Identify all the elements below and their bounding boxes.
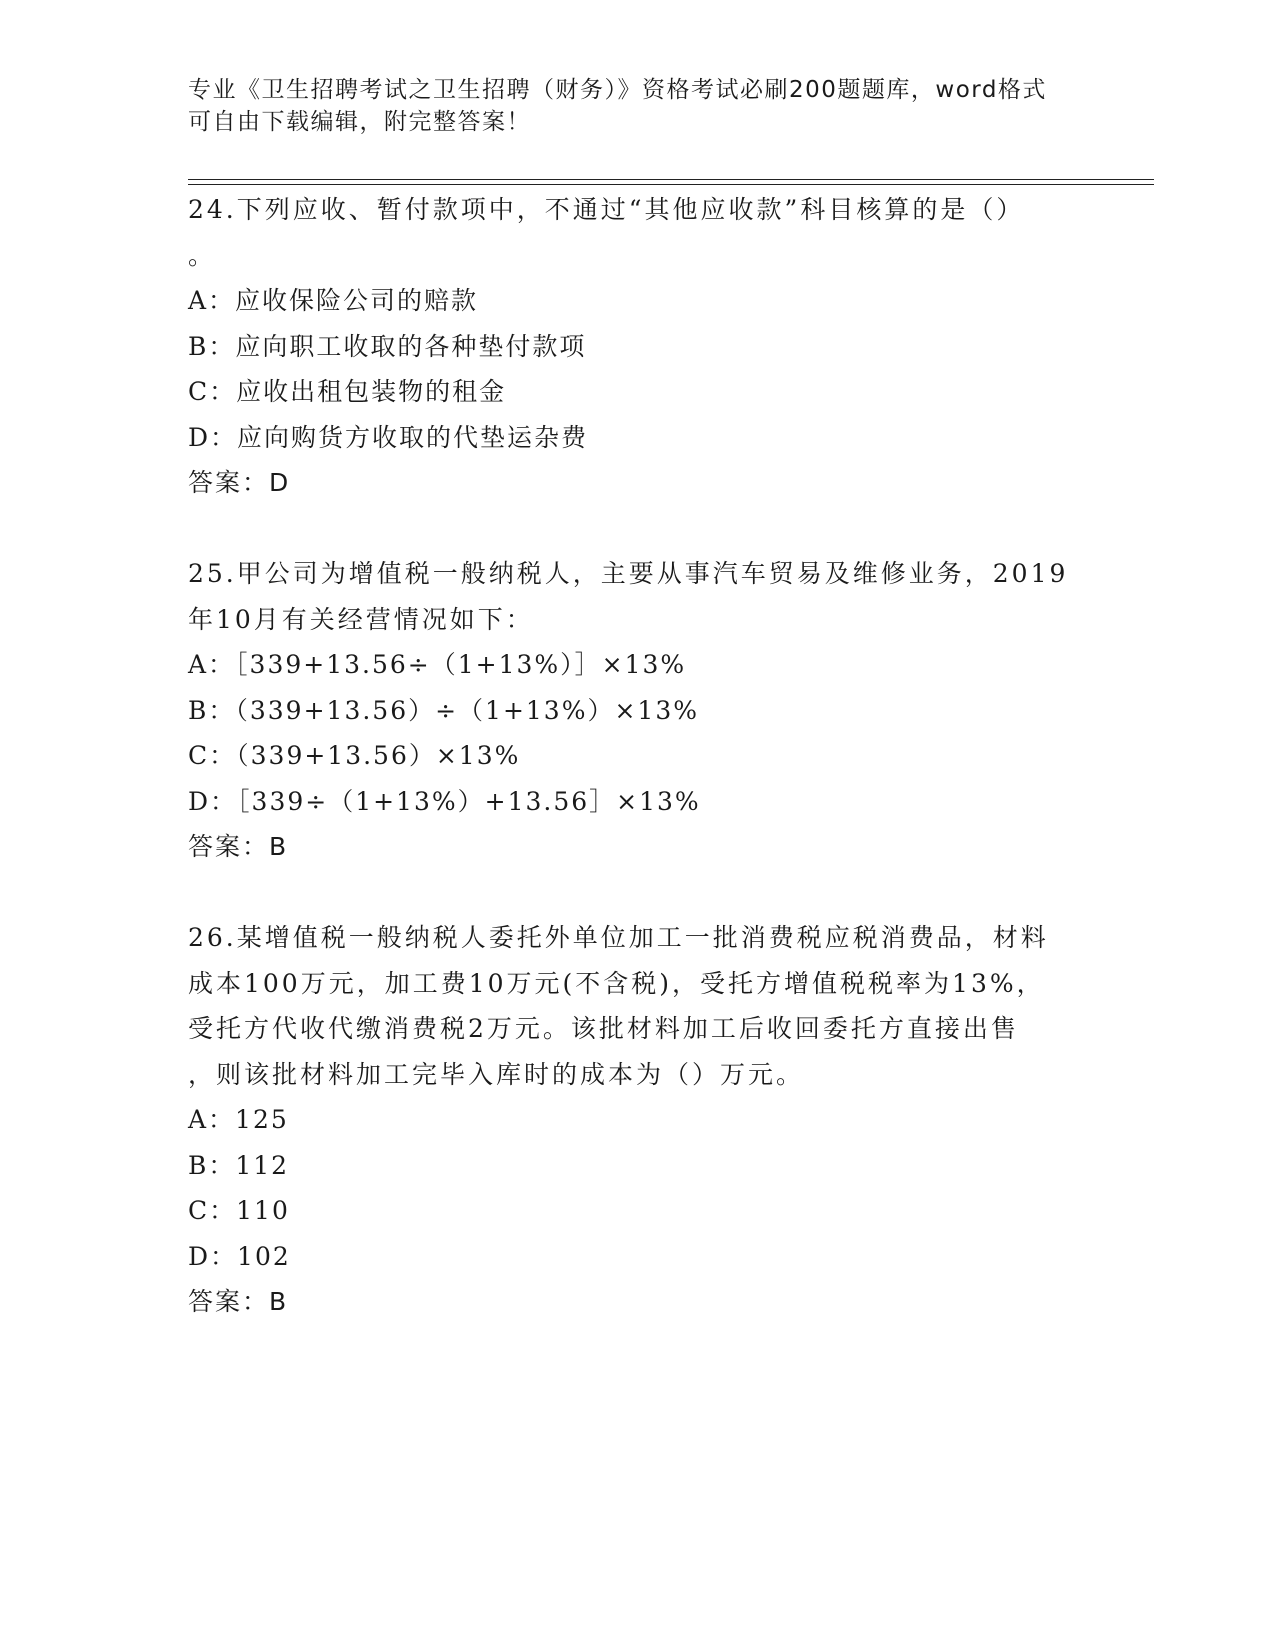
option-d: D：［339÷（1+13%）+13.56］×13%: [188, 786, 701, 816]
question-24: [188, 187, 1088, 506]
question-spacer: [188, 870, 1088, 916]
option-d: D：102: [188, 1241, 291, 1271]
question-stem-line: 25.甲公司为增值税一般纳税人，主要从事汽车贸易及维修业务，2019: [188, 559, 1069, 588]
question-stem-line: 。: [188, 240, 217, 270]
option-b: B：应向职工收取的各种垫付款项: [188, 331, 587, 361]
question-stem-line: 24.下列应收、暂付款项中，不通过“其他应收款”科目核算的是（）: [188, 195, 1025, 224]
question-stem-line: 受托方代收代缴消费税2万元。该批材料加工后收回委托方直接出售: [188, 1014, 1019, 1043]
question-stem-line: ，则该批材料加工完毕入库时的成本为（）万元。: [188, 1059, 805, 1089]
question-25: [188, 551, 1088, 870]
header-line-1: 专业《卫生招聘考试之卫生招聘（财务）》资格考试必刷200题题库，word格式: [188, 77, 1047, 103]
option-b: B：112: [188, 1150, 290, 1180]
answer-text: 答案：D: [188, 468, 291, 497]
document-header: [188, 74, 1088, 138]
option-d: D：应向购货方收取的代垫运杂费: [188, 422, 589, 452]
option-c: C：（339+13.56）×13%: [188, 741, 521, 770]
answer-text: 答案：B: [188, 1287, 289, 1316]
question-26: [188, 915, 1088, 1325]
question-spacer: [188, 506, 1088, 552]
answer-text: 答案：B: [188, 832, 289, 861]
option-c: C：110: [188, 1196, 290, 1225]
question-stem-line: 年10月有关经营情况如下：: [188, 604, 534, 634]
question-list: [188, 187, 1088, 1325]
header-divider-top: [188, 179, 1154, 180]
option-a: A：125: [188, 1105, 289, 1134]
option-b: B：（339+13.56）÷（1+13%）×13%: [188, 695, 699, 725]
header-divider-bottom: [188, 184, 1154, 185]
option-a: A：应收保险公司的赔款: [188, 286, 479, 315]
option-a: A：［339+13.56÷（1+13%）］×13%: [188, 650, 687, 679]
question-stem-line: 成本100万元，加工费10万元(不含税)，受托方增值税税率为13%，: [188, 968, 1045, 998]
header-line-2: 可自由下载编辑，附完整答案！: [188, 109, 531, 135]
question-stem-line: 26.某增值税一般纳税人委托外单位加工一批消费税应税消费品，材料: [188, 923, 1049, 952]
option-c: C：应收出租包装物的租金: [188, 377, 507, 406]
